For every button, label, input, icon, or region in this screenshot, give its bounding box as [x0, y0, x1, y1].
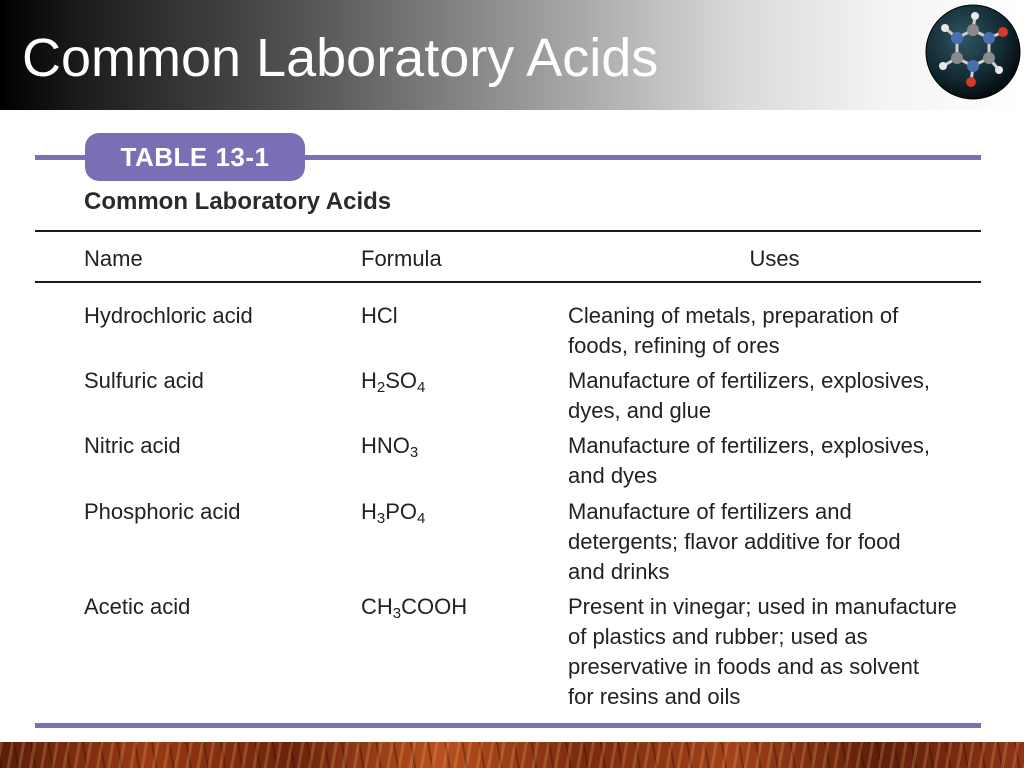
table-bottom-rule: [35, 723, 981, 728]
column-header-name: Name: [84, 246, 143, 271]
acid-formula: $H_2SO_4$: [361, 368, 426, 396]
acid-name: Acetic acid: [84, 594, 191, 619]
slide-title: Common Laboratory Acids: [22, 28, 659, 88]
acid-formula: HCl: [361, 303, 398, 328]
acid-uses: Cleaning of metals, preparation of foods, refining of ores: [568, 303, 899, 358]
acid-uses: Present in vinegar; used in manufacture of plastics and rubber; used as preservative in foods and as solvent for resins and oils: [568, 594, 957, 709]
acid-uses: Manufacture of fertilizers, explosives, dyes, and glue: [568, 368, 930, 423]
acid-uses: Manufacture of fertilizers and detergents; flavor additive for food and drinks: [568, 499, 901, 584]
slide-header: [0, 0, 1024, 110]
column-header-formula: Formula: [361, 246, 442, 271]
acid-uses: Manufacture of fertilizers, explosives, and dyes: [568, 433, 930, 488]
acid-name: Hydrochloric acid: [84, 303, 253, 328]
header-bottom-rule: [35, 281, 981, 283]
header-top-rule: [35, 230, 981, 232]
acid-formula: $HNO_3$: [361, 433, 419, 461]
acid-formula: $H_3PO_4$: [361, 499, 426, 527]
column-header-uses: Uses: [749, 246, 800, 271]
acid-name: Phosphoric acid: [84, 499, 241, 524]
acid-name: Nitric acid: [84, 433, 181, 458]
acid-name: Sulfuric acid: [84, 368, 204, 393]
wood-footer-band: [0, 742, 1024, 768]
acid-formula: $CH_3COOH$: [361, 594, 468, 622]
molecule-icon: [925, 4, 1021, 100]
table-number-tag: TABLE 13-1: [85, 133, 305, 181]
table-caption: Common Laboratory Acids: [84, 188, 392, 215]
